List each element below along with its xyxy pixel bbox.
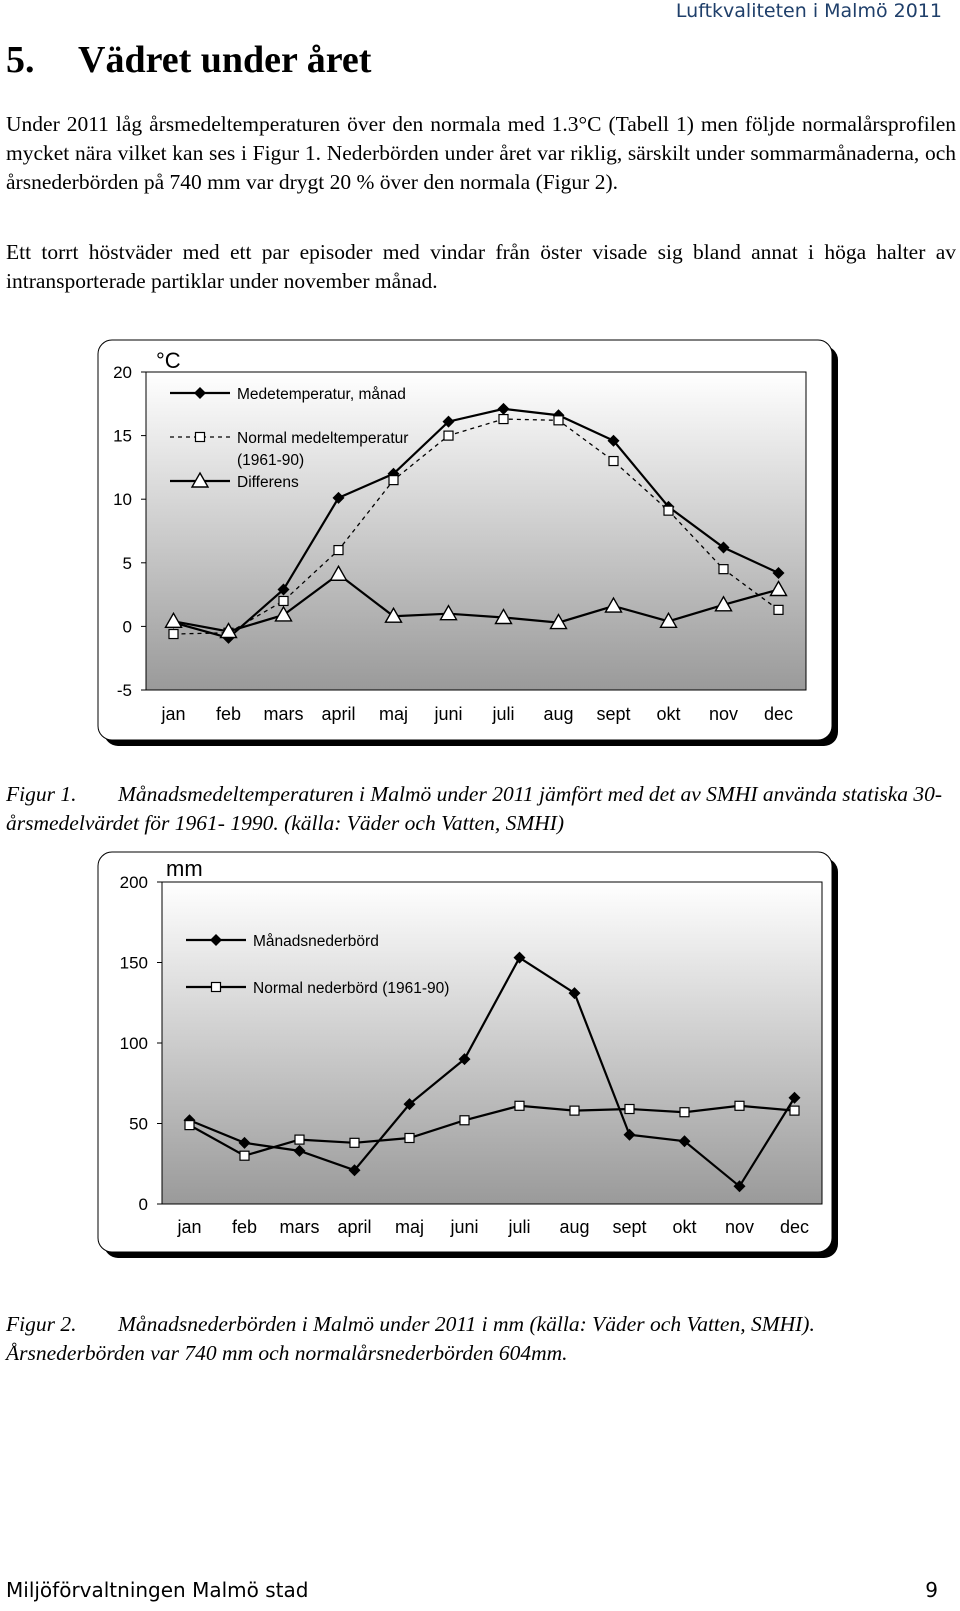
legend-label: Månadsnederbörd [253,933,379,950]
x-tick-label: feb [231,1217,258,1237]
x-tick-label: jan [177,1217,202,1237]
unit-label: mm [166,856,203,881]
x-tick-label: april [337,1217,372,1237]
data-point [680,1108,689,1117]
unit-label: °C [156,348,181,373]
x-tick-label: april [321,704,356,724]
x-tick-label: sept [596,704,631,724]
plot-area [146,372,806,690]
data-point [719,565,728,574]
x-tick-label: feb [215,704,242,724]
data-point [515,1101,524,1110]
figure2-caption-label: Figur 2. [6,1312,77,1336]
footer-organization: Miljöförvaltningen Malmö stad [6,1578,309,1602]
y-tick-label: 5 [122,553,132,573]
x-tick-label: sept [612,1217,647,1237]
x-tick-label: aug [559,1217,590,1237]
x-tick-label: nov [724,1217,755,1237]
y-tick-label: 0 [138,1195,148,1214]
legend-label: (1961-90) [237,452,305,469]
data-point [499,415,508,424]
y-tick-label: 50 [129,1114,148,1134]
data-point [664,506,673,515]
legend-label: Normal nederbörd (1961-90) [253,980,450,997]
x-tick-label: mars [279,1217,320,1237]
y-tick-label: 200 [119,873,148,892]
section-number: 5. [6,39,35,81]
legend-label: Normal medeltemperatur [237,430,409,447]
y-tick-label: 20 [113,363,132,382]
x-tick-label: nov [708,704,739,724]
data-point [389,476,398,485]
data-point [334,546,343,555]
figure1-caption-text: Månadsmedeltemperaturen i Malmö under 2011 jämfört med det av SMHI använda statiska 30-årsmedelvärdet för 1961- 1990. (källa: Väder och Vatten, SMHI) [6,782,943,835]
precipitation-chart [0,850,960,1270]
legend-label: Medetemperatur, månad [237,386,406,403]
figure2-caption [6,1310,956,1368]
data-point [240,1151,249,1160]
data-point [185,1121,194,1130]
x-tick-label: mars [263,704,304,724]
data-point [169,630,178,639]
data-point [295,1135,304,1144]
x-tick-label: dec [763,704,794,724]
y-tick-label: 100 [119,1034,148,1053]
data-point [460,1116,469,1125]
x-tick-label: juli [508,1217,531,1237]
section-heading [6,38,371,82]
x-tick-label: juni [450,1217,479,1237]
data-point [774,605,783,614]
y-tick-label: 150 [119,953,148,973]
temperature-chart-svg [0,338,960,758]
figure1-caption-label: Figur 1. [6,782,77,806]
x-tick-label: maj [394,1217,425,1237]
data-point [554,416,563,425]
data-point [609,457,618,466]
x-tick-label: juni [434,704,463,724]
y-tick-label: -5 [116,681,132,700]
data-point [570,1106,579,1115]
data-point [279,596,288,605]
legend-marker [196,433,205,442]
figure1-caption [6,780,956,838]
page-number: 9 [925,1578,938,1602]
plot-area [162,882,822,1204]
x-tick-label: okt [656,704,681,724]
paragraph-1: Under 2011 låg årsmedeltemperaturen över den normala med 1.3°C (Tabell 1) men följde normalårsprofilen mycket nära vilket kan ses i Figur 1. Nederbörden under året var riklig, särskilt under sommarmånaderna, och årsnederbörden på 740 mm var drygt 20 % över den normala (Figur 2). [6,112,956,194]
data-point [735,1101,744,1110]
legend-marker [212,983,221,992]
x-tick-label: jan [161,704,186,724]
paragraph-2: Ett torrt höstväder med ett par episoder med vindar från öster visade sig bland annat i höga halter av intransporterade partiklar under november månad. [6,240,956,293]
data-point [625,1105,634,1114]
precipitation-chart-svg [0,850,960,1270]
section-title: Vädret under året [78,39,372,81]
x-tick-label: aug [543,704,574,724]
data-point [350,1138,359,1147]
data-point [405,1133,414,1142]
running-head: Luftkvaliteten i Malmö 2011 [675,0,942,22]
data-point [790,1106,799,1115]
figure2-caption-text: Månadsnederbörden i Malmö under 2011 i mm (källa: Väder och Vatten, SMHI). Årsnederbörden var 740 mm och normalårsnederbörden 604mm. [6,1312,815,1365]
data-point [444,431,453,440]
x-tick-label: okt [672,1217,697,1237]
legend-label: Differens [237,474,299,491]
temperature-chart [0,338,960,758]
y-tick-label: 10 [113,490,132,510]
x-tick-label: maj [378,704,409,724]
y-tick-label: 15 [113,426,132,446]
x-tick-label: dec [779,1217,810,1237]
x-tick-label: juli [492,704,515,724]
y-tick-label: 0 [122,617,132,637]
